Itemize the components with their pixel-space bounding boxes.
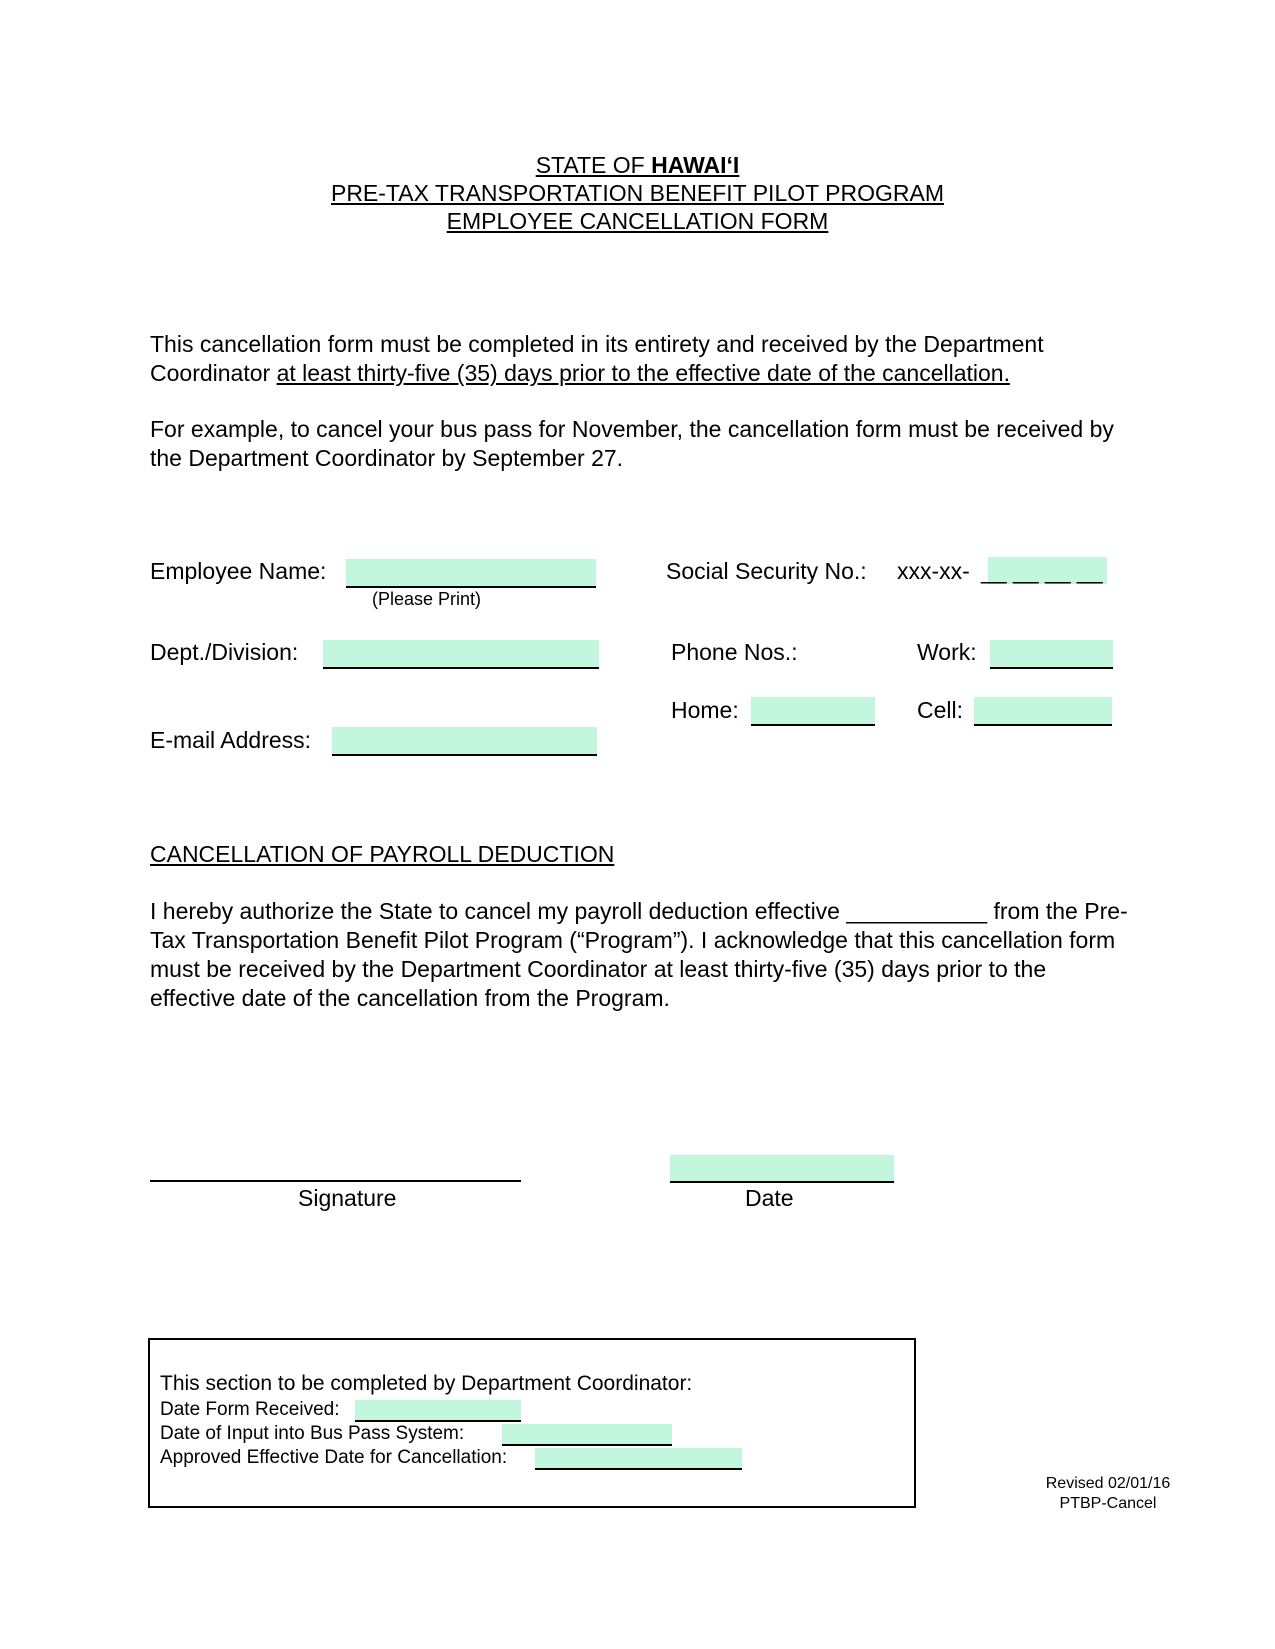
- program-title: PRE-TAX TRANSPORTATION BENEFIT PILOT PROGRAM: [330, 180, 944, 206]
- date-form-received-label: Date Form Received:: [160, 1399, 340, 1420]
- date-form-received-field[interactable]: [355, 1400, 521, 1422]
- hawaii-text: HAWAI‘I: [651, 152, 740, 178]
- revised-date: Revised 02/01/16: [1045, 1475, 1171, 1492]
- ssn-blanks: __ __ __ __: [981, 558, 1103, 584]
- ssn-label: Social Security No.:: [666, 558, 867, 584]
- date-label: Date: [745, 1185, 794, 1211]
- cancellation-heading: CANCELLATION OF PAYROLL DEDUCTION: [150, 841, 615, 867]
- cancellation-paragraph: [150, 897, 1130, 1013]
- intro-deadline-text: at least thirty-five (35) days prior to the effective date of the cancellation.: [276, 360, 1010, 386]
- form-title: EMPLOYEE CANCELLATION FORM: [446, 208, 829, 234]
- cell-phone-field[interactable]: [974, 697, 1112, 726]
- approved-effective-date-field[interactable]: [535, 1448, 742, 1470]
- ssn-prefix: xxx-xx-: [897, 558, 970, 584]
- employee-name-label: Employee Name:: [150, 558, 327, 584]
- signature-line[interactable]: [150, 1180, 521, 1182]
- signature-label: Signature: [298, 1185, 397, 1211]
- please-print-hint: (Please Print): [372, 589, 482, 609]
- intro-paragraph-1: [150, 330, 1130, 388]
- form-code: PTBP-Cancel: [1059, 1495, 1157, 1512]
- home-phone-field[interactable]: [751, 697, 875, 726]
- effective-date-blank[interactable]: ___________: [846, 898, 988, 924]
- approved-effective-date-label: Approved Effective Date for Cancellation:: [160, 1447, 508, 1468]
- work-phone-label: Work:: [917, 639, 977, 665]
- cancellation-text-start: I hereby authorize the State to cancel my payroll deduction effective: [150, 898, 847, 924]
- intro-paragraph-2: For example, to cancel your bus pass for November, the cancellation form must be received by the Department Coordinator by September 27.: [150, 416, 1114, 471]
- date-input-label: Date of Input into Bus Pass System:: [160, 1423, 465, 1444]
- work-phone-field[interactable]: [990, 640, 1113, 669]
- date-field[interactable]: [670, 1155, 894, 1183]
- email-field[interactable]: [332, 727, 597, 756]
- date-input-field[interactable]: [502, 1424, 672, 1446]
- cell-phone-label: Cell:: [917, 697, 964, 723]
- coordinator-section-box: [148, 1338, 916, 1508]
- dept-division-label: Dept./Division:: [150, 639, 299, 665]
- phone-nos-label: Phone Nos.:: [671, 639, 798, 665]
- dept-division-field[interactable]: [323, 640, 599, 669]
- form-header-line1: [0, 151, 1275, 179]
- state-of-text: STATE OF: [535, 152, 652, 178]
- email-label: E-mail Address:: [150, 727, 312, 753]
- intro-text: This cancellation form must be completed in its entirety and received by the Department Coordinator: [150, 331, 1044, 386]
- home-phone-label: Home:: [671, 697, 739, 723]
- employee-name-field[interactable]: [346, 559, 596, 588]
- cancellation-text-end: from the Pre-Tax Transportation Benefit Pilot Program (“Program”). I acknowledge that this cancellation form must be received by the Department Coordinator at least thirty-five (35) days prior to the effective date of the cancellation from the Program.: [150, 898, 1128, 1011]
- coordinator-heading: This section to be completed by Department Coordinator:: [160, 1372, 693, 1395]
